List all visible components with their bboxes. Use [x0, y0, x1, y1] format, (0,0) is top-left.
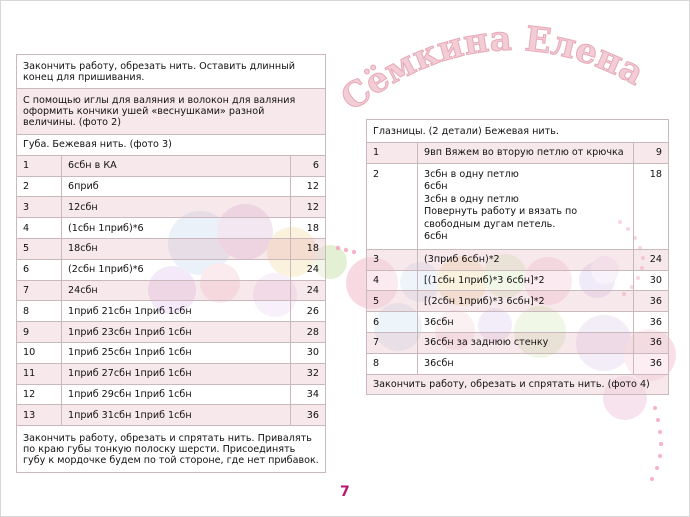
right-footer-note: Закончить работу, обрезать и спрятать нить. (фото 4) [367, 374, 669, 395]
row-count: 12 [291, 176, 326, 197]
table-row [17, 322, 326, 343]
table-row [367, 249, 669, 270]
row-number: 10 [17, 342, 62, 363]
row-number: 1 [367, 143, 418, 164]
row-text-line: 6сбн [424, 231, 448, 243]
row-text: 1приб 23сбн 1приб 1сбн [62, 322, 291, 343]
row-count: 36 [291, 405, 326, 426]
row-text: [(1сбн 1приб)*3 6сбн]*2 [418, 270, 634, 291]
row-text-line: Повернуть работу и вязать по свободным дугам петель. [424, 206, 578, 230]
row-count: 18 [291, 238, 326, 259]
row-count: 36 [634, 312, 669, 333]
page-number: 7 [340, 484, 350, 500]
table-row [17, 384, 326, 405]
row-text: (1сбн 1приб)*6 [62, 218, 291, 239]
table-row [17, 238, 326, 259]
row-text-line: 3сбн в одну петлю [424, 168, 519, 180]
row-count: 36 [634, 291, 669, 312]
row-count: 26 [291, 301, 326, 322]
watermark-text: Сёмкина Елена [333, 18, 651, 119]
row-number: 8 [367, 353, 418, 374]
row-number: 12 [17, 384, 62, 405]
row-count: 24 [291, 280, 326, 301]
row-count: 24 [634, 249, 669, 270]
table-row [367, 163, 669, 249]
row-number: 7 [17, 280, 62, 301]
row-text: 1приб 25сбн 1приб 1сбн [62, 342, 291, 363]
row-number: 6 [367, 312, 418, 333]
row-text: (3приб 6сбн)*2 [418, 249, 634, 270]
row-number: 11 [17, 363, 62, 384]
table-row [17, 155, 326, 176]
row-text: 36сбн [418, 353, 634, 374]
row-number: 7 [367, 332, 418, 353]
table-row [17, 405, 326, 426]
row-text: 36сбн [418, 312, 634, 333]
row-count: 6 [291, 155, 326, 176]
row-count: 28 [291, 322, 326, 343]
row-text: 1приб 27сбн 1приб 1сбн [62, 363, 291, 384]
table-row [17, 280, 326, 301]
row-text: 18сбн [62, 238, 291, 259]
row-text [418, 163, 634, 249]
table-row [17, 176, 326, 197]
eye-socket-section-title: Глазницы. (2 детали) Бежевая нить. [367, 120, 669, 143]
row-count: 18 [291, 218, 326, 239]
svg-text:Сёмкина Елена [334, 19, 651, 119]
row-number: 13 [17, 405, 62, 426]
table-row [17, 301, 326, 322]
table-row [17, 363, 326, 384]
row-number: 4 [17, 218, 62, 239]
row-count: 34 [291, 384, 326, 405]
row-count: 18 [634, 163, 669, 249]
row-number: 2 [367, 163, 418, 249]
row-number: 9 [17, 322, 62, 343]
lip-section-title: Губа. Бежевая нить. (фото 3) [17, 135, 326, 156]
table-row [367, 312, 669, 333]
table-row [17, 197, 326, 218]
row-text: 1приб 21сбн 1приб 1сбн [62, 301, 291, 322]
row-text: 24сбн [62, 280, 291, 301]
row-text: 1приб 29сбн 1приб 1сбн [62, 384, 291, 405]
left-instructions-table [16, 54, 326, 473]
table-row [367, 291, 669, 312]
row-count: 9 [634, 143, 669, 164]
row-number: 5 [367, 291, 418, 312]
row-text: 36сбн за заднюю стенку [418, 332, 634, 353]
row-count: 36 [634, 353, 669, 374]
left-intro-1: Закончить работу, обрезать нить. Оставить длинный конец для пришивания. [17, 55, 326, 89]
table-row [367, 353, 669, 374]
row-number: 2 [17, 176, 62, 197]
table-row [367, 270, 669, 291]
row-number: 6 [17, 259, 62, 280]
row-count: 32 [291, 363, 326, 384]
row-text: 6приб [62, 176, 291, 197]
row-text: (2сбн 1приб)*6 [62, 259, 291, 280]
row-text: 6сбн в КА [62, 155, 291, 176]
right-instructions-table [366, 119, 669, 395]
row-count: 24 [291, 259, 326, 280]
row-number: 3 [367, 249, 418, 270]
row-number: 5 [17, 238, 62, 259]
table-row [17, 342, 326, 363]
left-footer-note: Закончить работу, обрезать и спрятать нить. Привалять по краю губы тонкую полоску шерсти. Присоединять губу к мордочке будем по той стороне, где нет прибавок. [17, 426, 326, 473]
table-row [17, 259, 326, 280]
row-count: 36 [634, 332, 669, 353]
row-count: 30 [291, 342, 326, 363]
row-number: 3 [17, 197, 62, 218]
row-count: 12 [291, 197, 326, 218]
row-text: [(2сбн 1приб)*3 6сбн]*2 [418, 291, 634, 312]
row-text: 1приб 31сбн 1приб 1сбн [62, 405, 291, 426]
table-row [367, 143, 669, 164]
row-text-line: 3сбн в одну петлю [424, 193, 519, 205]
left-intro-2: С помощью иглы для валяния и волокон для валяния оформить кончики ушей «веснушками» разной величины. (фото 2) [17, 89, 326, 135]
row-number: 4 [367, 270, 418, 291]
row-text: 12сбн [62, 197, 291, 218]
row-number: 8 [17, 301, 62, 322]
row-text: 9вп Вяжем во вторую петлю от крючка [418, 143, 634, 164]
row-text-line: 6сбн [424, 181, 448, 193]
row-number: 1 [17, 155, 62, 176]
table-row [367, 332, 669, 353]
table-row [17, 218, 326, 239]
row-count: 30 [634, 270, 669, 291]
